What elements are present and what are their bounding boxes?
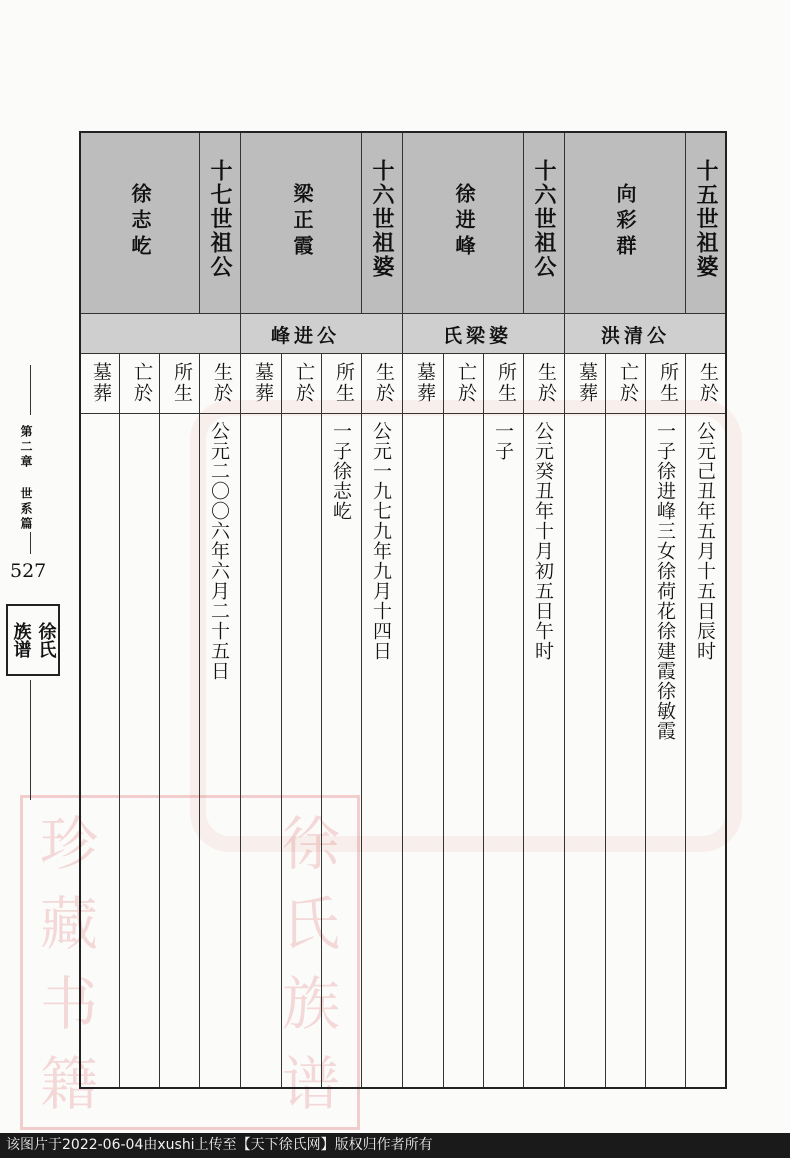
label-buried: 墓葬 xyxy=(576,362,598,404)
spouse-label: 峰进公 xyxy=(271,325,341,347)
seal-text: 徐氏 xyxy=(35,622,57,658)
generation-label: 十六世祖公 xyxy=(531,159,556,279)
label-died: 亡於 xyxy=(455,362,477,404)
person-name: 徐进峰 xyxy=(452,183,476,261)
margin-rule xyxy=(30,680,31,800)
children-value: 一子 xyxy=(492,421,514,461)
watermark-char: 籍 xyxy=(39,1050,98,1118)
person-name: 梁正霞 xyxy=(290,183,314,261)
upload-footer: 该图片于2022-06-04由xushi上传至【天下徐氏网】版权归作者所有 xyxy=(0,1133,790,1158)
spouse-label: 洪清公 xyxy=(601,325,671,347)
label-born: 生於 xyxy=(697,362,719,404)
label-children: 所生 xyxy=(171,362,193,404)
label-buried: 墓葬 xyxy=(90,362,112,404)
born-value: 公元二〇〇六年六月二十五日 xyxy=(208,421,230,681)
watermark-char: 藏 xyxy=(39,890,98,958)
person-name: 向彩群 xyxy=(613,183,637,261)
label-children: 所生 xyxy=(657,362,679,404)
genealogy-table xyxy=(79,131,727,1089)
watermark-char: 族 xyxy=(281,970,340,1038)
children-value: 一子徐志屹 xyxy=(330,421,352,521)
label-born: 生於 xyxy=(535,362,557,404)
generation-label: 十五世祖婆 xyxy=(693,159,718,279)
label-died: 亡於 xyxy=(293,362,315,404)
family-seal xyxy=(6,604,60,676)
watermark-char: 徐 xyxy=(281,810,340,878)
label-children: 所生 xyxy=(333,362,355,404)
children-value: 一子徐进峰三女徐荷花徐建霞徐敏霞 xyxy=(654,421,676,741)
label-buried: 墓葬 xyxy=(414,362,436,404)
born-value: 公元癸丑年十月初五日午时 xyxy=(532,421,554,661)
label-born: 生於 xyxy=(373,362,395,404)
spouse-label: 氏梁婆 xyxy=(443,325,513,347)
page-number: 527 xyxy=(10,560,47,582)
watermark-char: 氏 xyxy=(281,890,340,958)
label-died: 亡於 xyxy=(131,362,153,404)
watermark-char: 谱 xyxy=(281,1050,340,1118)
margin-rule xyxy=(30,365,31,415)
label-buried: 墓葬 xyxy=(252,362,274,404)
margin-rule xyxy=(30,532,31,554)
chapter-label: 第二章 世系篇 xyxy=(19,425,33,532)
seal-text: 族谱 xyxy=(10,622,32,658)
label-children: 所生 xyxy=(495,362,517,404)
label-died: 亡於 xyxy=(617,362,639,404)
watermark-char: 书 xyxy=(39,970,98,1038)
watermark-char: 珍 xyxy=(39,810,98,878)
person-name: 徐志屹 xyxy=(128,183,152,261)
born-value: 公元一九七九年九月十四日 xyxy=(370,421,392,661)
generation-label: 十六世祖婆 xyxy=(369,159,394,279)
generation-label: 十七世祖公 xyxy=(207,159,232,279)
born-value: 公元己丑年五月十五日辰时 xyxy=(694,421,716,661)
label-born: 生於 xyxy=(211,362,233,404)
